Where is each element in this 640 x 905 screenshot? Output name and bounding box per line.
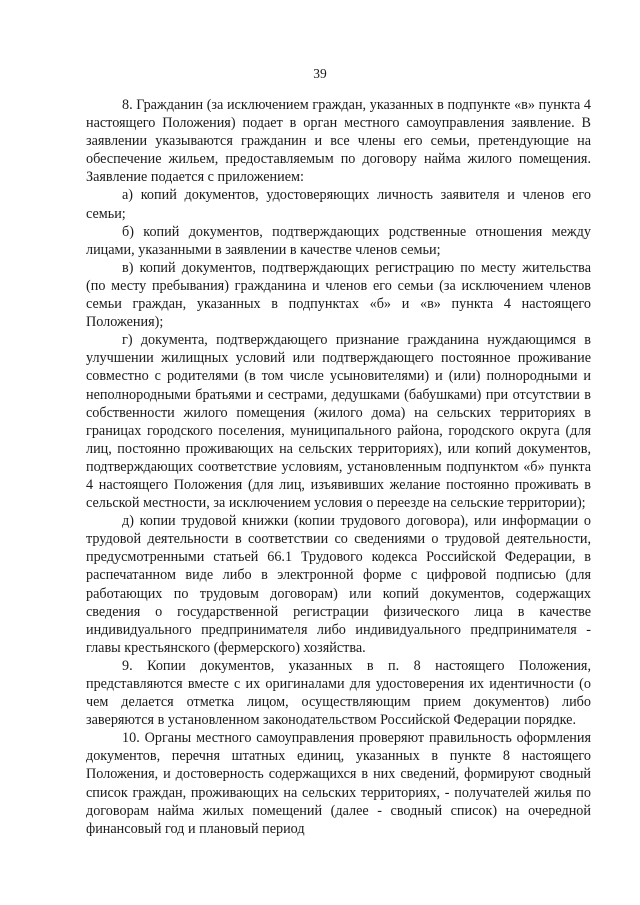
paragraph-8g: г) документа, подтверждающего признание гражданина нуждающимся в улучшении жилищных условий или подтверждающего постоянное проживание совместно с родителями (в том числе усыновителями) и (или) полнородными и неполнородными братьями и сестрами, дедушками (бабушками) при отсутствии в собственности жилого помещения (жилого дома) на сельских территориях в границах городского поселения, муниципального района, городского округа (для лиц, постоянно проживающих на сельских территориях), или копий документов, подтверждающих соответствие условиям, установленным подпунктом «б» пункта 4 настоящего Положения (для лиц, изъявивших желание постоянно проживать в сельской местности, за исключением условия о переезде на сельские территории);	[86, 332, 591, 512]
paragraph-8b: б) копий документов, подтверждающих родственные отношения между лицами, указанными в заявлении в качестве членов семьи;	[86, 223, 591, 258]
document-body	[86, 96, 591, 838]
paragraph-9: 9. Копии документов, указанных в п. 8 настоящего Положения, представляются вместе с их оригиналами для удостоверения их идентичности (о чем делается отметка лицом, осуществляющим прием документов) либо заверяются в установленном законодательством Российской Федерации порядке.	[86, 657, 591, 729]
page-number: 39	[313, 66, 327, 81]
paragraph-8: 8. Гражданин (за исключением граждан, указанных в подпункте «в» пункта 4 настоящего Положения) подает в орган местного самоуправления заявление. В заявлении указываются гражданин и все члены его семьи, претендующие на обеспечение жильем, предоставляемым по договору найма жилого помещения. Заявление подается с приложением:	[86, 97, 591, 186]
paragraph-8v: в) копий документов, подтверждающих регистрацию по месту жительства (по месту пребывания) гражданина и членов его семьи (за исключением членов семьи граждан, указанных в подпунктах «б» и «в» пункта 4 настоящего Положения);	[86, 259, 591, 331]
paragraph-8d: д) копии трудовой книжки (копии трудового договора), или информации о трудовой деятельности в соответствии со сведениями о трудовой деятельности, предусмотренными статьей 66.1 Трудового кодекса Российской Федерации, в распечатанном виде либо в электронной форме с цифровой подписью (для работающих по трудовым договорам) или копий документов, содержащих сведения о государственной регистрации физического лица в качестве индивидуального предпринимателя либо индивидуального предпринимателя - главы крестьянского (фермерского) хозяйства.	[86, 513, 591, 656]
paragraph-10: 10. Органы местного самоуправления проверяют правильность оформления документов, перечня штатных единиц, указанных в пункте 8 настоящего Положения, и достоверность содержащихся в них сведений, формируют сводный список граждан, проживающих на сельских территориях, - получателей жилья по договорам найма жилых помещений (далее - сводный список) на очередной финансовый год и плановый период	[86, 730, 591, 837]
paragraph-8a: а) копий документов, удостоверяющих личность заявителя и членов его семьи;	[86, 187, 591, 222]
